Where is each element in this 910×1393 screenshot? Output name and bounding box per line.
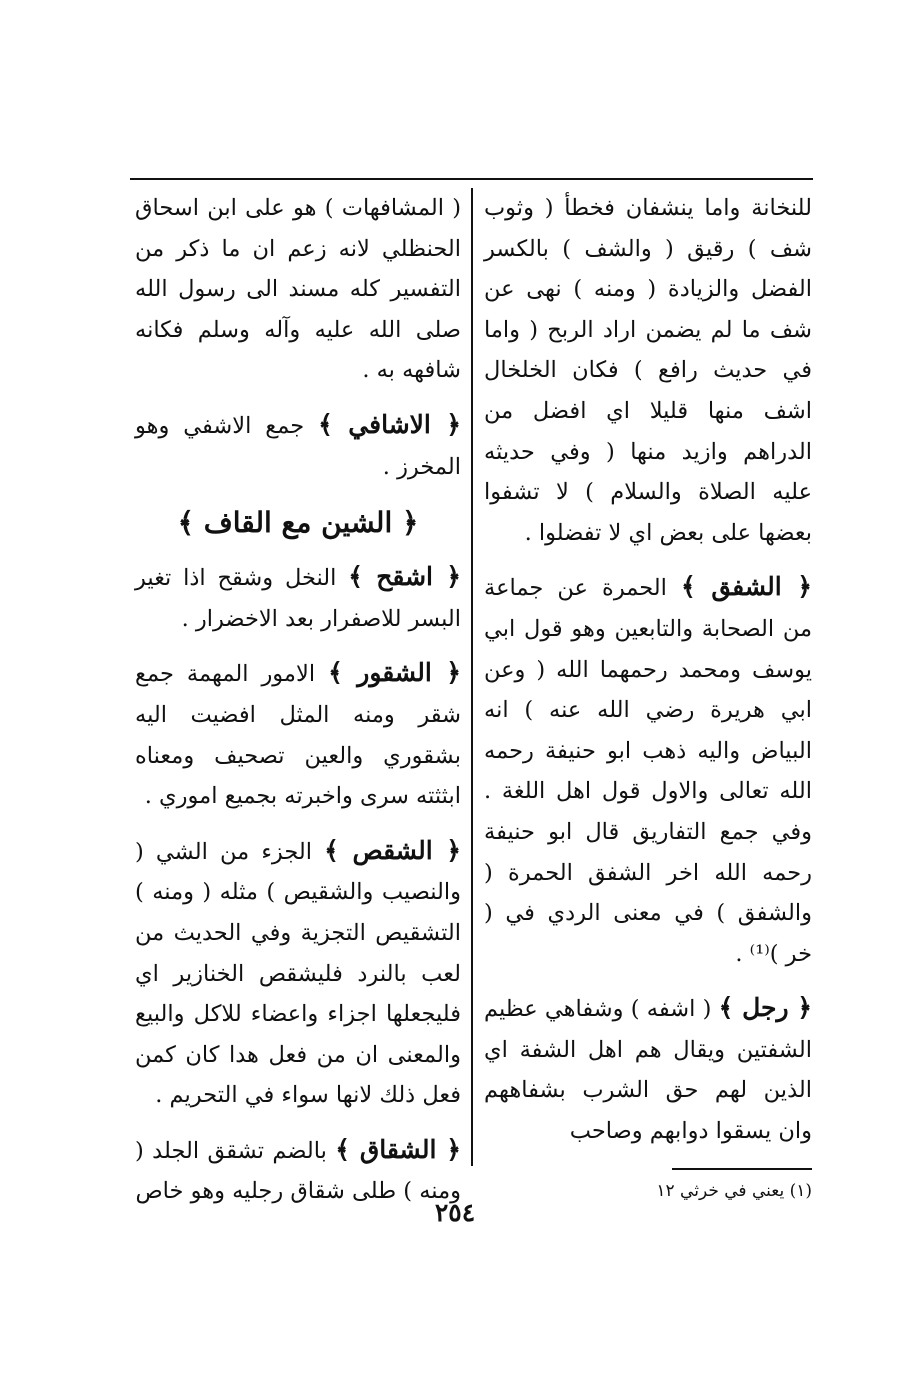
entry-shaff xyxy=(484,188,812,553)
entry-text: النخل وشقح اذا تغير البسر للاصفرار بعد الاخضرار . xyxy=(135,565,461,632)
entry-heading: ﴿ الشفق ﴾ xyxy=(681,572,812,602)
entry-text: جمع الاشفي وهو المخرز . xyxy=(135,412,461,480)
top-rule xyxy=(130,178,813,180)
entry-heading: ﴿ الاشافي ﴾ xyxy=(318,409,461,439)
entry-text: الجزء من الشي ( والنصيب والشقيص ) مثله ( ومنه ) التشقيص التجزية وفي الحديث من لعب بالنرد فليشقص الخنازير اي فليجعلها اجزاء واعضاء للاكل والبيع والمعنى ان من فعل هدا كان كمن فعل ذلك لانها سواء في التحريم . xyxy=(135,838,461,1109)
page-number: ٢٥٤ xyxy=(434,1198,476,1227)
section-title: ﴿ الشين مع القاف ﴾ xyxy=(177,506,419,540)
entry-text: ( المشافهات ) هو على ابن اسحاق الحنظلي لانه زعم ان ما ذكر من التفسير كله مسند الى رسول الله صلى الله عليه وآله وسلم فكانه شافهه به . xyxy=(135,195,461,384)
entry-heading: ﴿ اشقح ﴾ xyxy=(348,562,462,592)
entry-text: بالضم تشقق الجلد ( ومنه ) طلى شقاق رجليه وهو خاص xyxy=(135,1137,461,1205)
left-column xyxy=(135,188,461,1226)
entry-shafaq xyxy=(484,567,812,974)
entry-mushafahat xyxy=(135,188,461,391)
entry-rajul xyxy=(484,988,812,1151)
entry-shiqs xyxy=(135,831,461,1116)
entry-heading: ﴿ الشقاق ﴾ xyxy=(335,1134,462,1164)
entry-text: ( اشفه ) وشفاهي عظيم الشفتين ويقال هم اهل الشفة اي الذين لهم حق الشرب بشفاههم وان يسقوا دوابهم وصاحب xyxy=(484,996,812,1145)
entry-heading: ﴿ الشقص ﴾ xyxy=(324,835,461,865)
right-column xyxy=(484,188,812,1204)
column-separator xyxy=(471,188,473,1166)
entry-shuqur xyxy=(135,653,461,816)
entry-heading: ﴿ الشقور ﴾ xyxy=(328,658,461,688)
entry-text: الامور المهمة جمع شقر ومنه المثل افضيت اليه بشقوري والعين تصحيف ومعناه ابثثته سرى واخبرته بجميع اموري . xyxy=(135,661,461,810)
footnote: (١) يعني في خرثي ١٢ xyxy=(656,1180,812,1201)
entry-text: الحمرة عن جماعة من الصحابة والتابعين وهو قول ابي يوسف ومحمد رحمهما الله ( وعن ابي هريرة رضي الله عنه ) انه البياض واليه ذهب ابو حنيفة رحمه الله تعالى والاول قول اهل اللغة . وفي جمع التفاريق قال ابو حنيفة رحمه الله اخر الشفق الحمرة ( والشفق ) في معنى الردي في ( خر )⁽¹⁾ . xyxy=(484,575,812,967)
entry-ashqah xyxy=(135,557,461,639)
entry-heading: ﴿ رجل ﴾ xyxy=(718,993,812,1023)
entry-text: للنخانة واما ينشفان فخطأ ( وثوب شف ) رقيق ( والشف ) بالكسر الفضل والزيادة ( ومنه ) نهى عن شف ما لم يضمن اراد الربح ( واما في حديث رافع ) فكان الخلخال اشف منها قليلا اي افضل من الدراهم وازيد منها ( وفي حديثه عليه الصلاة والسلام ) لا تشفوا بعضها على بعض اي لا تفضلوا . xyxy=(484,195,812,546)
entry-ashafi xyxy=(135,405,461,487)
footnote-rule xyxy=(672,1168,812,1170)
